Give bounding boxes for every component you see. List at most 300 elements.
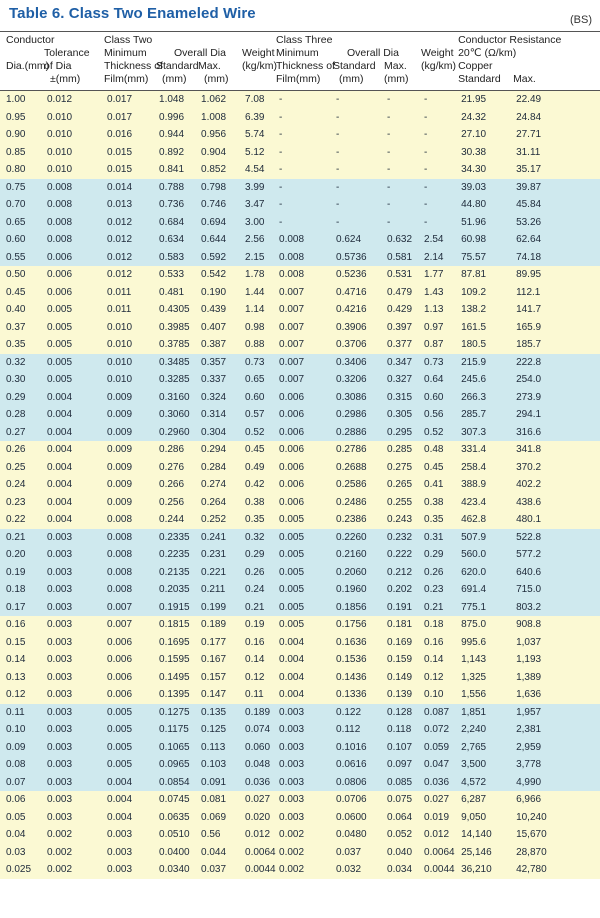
cell-dia: 1.00	[0, 91, 44, 109]
cell-overall-dia-max-3: 0.128	[384, 704, 421, 722]
header-weight: Weight	[242, 47, 275, 59]
cell-overall-dia-max: 0.439	[198, 301, 242, 319]
cell-overall-dia-max-3: 0.255	[384, 494, 421, 512]
cell-weight-3: 0.35	[421, 511, 458, 529]
cell-film-thickness: 0.007	[104, 599, 156, 617]
cell-overall-dia-standard-3: -	[333, 179, 384, 197]
cell-dia: 0.32	[0, 354, 44, 372]
header-mm-std: (mm)	[156, 73, 198, 91]
cell-film-thickness: 0.012	[104, 231, 156, 249]
cell-dia: 0.22	[0, 511, 44, 529]
cell-resistance-standard: 258.4	[458, 459, 513, 477]
cell-film-thickness-3: 0.005	[276, 564, 333, 582]
cell-dia: 0.50	[0, 266, 44, 284]
table-row	[0, 494, 600, 512]
cell-film-thickness-3: 0.005	[276, 616, 333, 634]
cell-dia: 0.04	[0, 826, 44, 844]
cell-resistance-max: 908.8	[513, 616, 600, 634]
cell-film-thickness: 0.017	[104, 91, 156, 109]
cell-overall-dia-standard-3: 0.1636	[333, 634, 384, 652]
cell-overall-dia-standard-3: 0.037	[333, 844, 384, 862]
cell-resistance-standard: 995.6	[458, 634, 513, 652]
cell-tolerance: 0.003	[44, 774, 104, 792]
cell-overall-dia-standard: 0.2135	[156, 564, 198, 582]
header-thickness-3: Thickness of	[276, 60, 335, 72]
cell-tolerance: 0.003	[44, 599, 104, 617]
cell-film-thickness: 0.008	[104, 581, 156, 599]
cell-weight: 5.12	[242, 144, 276, 162]
cell-film-thickness: 0.004	[104, 774, 156, 792]
cell-overall-dia-standard-3: 0.5736	[333, 249, 384, 267]
cell-weight: 0.65	[242, 371, 276, 389]
cell-weight-3: 0.26	[421, 564, 458, 582]
cell-dia: 0.08	[0, 756, 44, 774]
cell-tolerance: 0.004	[44, 494, 104, 512]
header-mm-max-3: (mm)	[384, 73, 421, 91]
header-overall-dia: Overall Dia	[174, 47, 226, 59]
cell-film-thickness: 0.005	[104, 739, 156, 757]
table-body	[0, 91, 600, 879]
cell-resistance-standard: 1,143	[458, 651, 513, 669]
cell-film-thickness: 0.011	[104, 301, 156, 319]
cell-film-thickness: 0.004	[104, 809, 156, 827]
table-row	[0, 144, 600, 162]
cell-resistance-standard: 3,500	[458, 756, 513, 774]
cell-film-thickness: 0.012	[104, 249, 156, 267]
cell-film-thickness: 0.005	[104, 704, 156, 722]
cell-overall-dia-standard: 0.1695	[156, 634, 198, 652]
cell-dia: 0.18	[0, 581, 44, 599]
cell-overall-dia-standard: 0.2235	[156, 546, 198, 564]
cell-overall-dia-max: 0.189	[198, 616, 242, 634]
cell-film-thickness-3: 0.005	[276, 581, 333, 599]
cell-overall-dia-max-3: 0.305	[384, 406, 421, 424]
table-row	[0, 336, 600, 354]
cell-weight-3: -	[421, 109, 458, 127]
cell-weight: 0.0044	[242, 861, 276, 879]
cell-weight-3: 0.29	[421, 546, 458, 564]
cell-weight-3: 0.48	[421, 441, 458, 459]
cell-film-thickness-3: 0.004	[276, 686, 333, 704]
cell-overall-dia-standard: 0.1065	[156, 739, 198, 757]
cell-overall-dia-max: 0.294	[198, 441, 242, 459]
header-tolerance: Tolerance	[44, 47, 90, 59]
cell-overall-dia-standard-3: 0.2586	[333, 476, 384, 494]
cell-overall-dia-max: 0.190	[198, 284, 242, 302]
cell-weight: 0.19	[242, 616, 276, 634]
cell-resistance-standard: 24.32	[458, 109, 513, 127]
cell-dia: 0.37	[0, 319, 44, 337]
cell-resistance-standard: 560.0	[458, 546, 513, 564]
cell-film-thickness: 0.014	[104, 179, 156, 197]
cell-overall-dia-standard: 0.1175	[156, 721, 198, 739]
cell-overall-dia-max: 0.304	[198, 424, 242, 442]
cell-dia: 0.90	[0, 126, 44, 144]
cell-overall-dia-max-3: 0.265	[384, 476, 421, 494]
cell-resistance-standard: 51.96	[458, 214, 513, 232]
cell-tolerance: 0.003	[44, 791, 104, 809]
cell-film-thickness-3: 0.006	[276, 389, 333, 407]
cell-dia: 0.03	[0, 844, 44, 862]
cell-overall-dia-max: 1.062	[198, 91, 242, 109]
cell-overall-dia-standard: 0.0854	[156, 774, 198, 792]
table-row	[0, 686, 600, 704]
cell-resistance-standard: 138.2	[458, 301, 513, 319]
cell-overall-dia-standard-3: -	[333, 126, 384, 144]
header-mm-max: (mm)	[198, 73, 242, 91]
cell-film-thickness: 0.006	[104, 669, 156, 687]
cell-resistance-standard: 36,210	[458, 861, 513, 879]
cell-overall-dia-max: 0.081	[198, 791, 242, 809]
cell-film-thickness: 0.008	[104, 511, 156, 529]
table-row	[0, 476, 600, 494]
cell-dia: 0.65	[0, 214, 44, 232]
cell-overall-dia-standard: 0.1915	[156, 599, 198, 617]
cell-resistance-max: 522.8	[513, 529, 600, 547]
table-row	[0, 581, 600, 599]
cell-tolerance: 0.005	[44, 371, 104, 389]
cell-overall-dia-standard-3: -	[333, 214, 384, 232]
cell-weight-3: -	[421, 144, 458, 162]
cell-overall-dia-max: 0.125	[198, 721, 242, 739]
table-row	[0, 791, 600, 809]
cell-overall-dia-max: 0.167	[198, 651, 242, 669]
header-film: Film(mm)	[104, 73, 156, 91]
cell-resistance-max: 24.84	[513, 109, 600, 127]
cell-weight-3: 0.027	[421, 791, 458, 809]
cell-overall-dia-standard: 0.533	[156, 266, 198, 284]
cell-resistance-max: 715.0	[513, 581, 600, 599]
cell-overall-dia-standard: 0.3160	[156, 389, 198, 407]
cell-overall-dia-max: 0.113	[198, 739, 242, 757]
cell-weight: 3.00	[242, 214, 276, 232]
cell-resistance-standard: 285.7	[458, 406, 513, 424]
cell-overall-dia-standard-3: 0.1756	[333, 616, 384, 634]
cell-resistance-max: 45.84	[513, 196, 600, 214]
cell-film-thickness: 0.006	[104, 634, 156, 652]
cell-film-thickness: 0.009	[104, 424, 156, 442]
cell-resistance-max: 222.8	[513, 354, 600, 372]
cell-dia: 0.60	[0, 231, 44, 249]
table-row	[0, 179, 600, 197]
cell-weight: 3.99	[242, 179, 276, 197]
cell-overall-dia-standard: 0.3285	[156, 371, 198, 389]
cell-tolerance: 0.002	[44, 826, 104, 844]
cell-weight-3: 0.059	[421, 739, 458, 757]
cell-film-thickness-3: 0.003	[276, 756, 333, 774]
cell-overall-dia-standard: 0.481	[156, 284, 198, 302]
cell-overall-dia-standard-3: 0.0600	[333, 809, 384, 827]
cell-overall-dia-max-3: -	[384, 109, 421, 127]
cell-film-thickness-3: 0.002	[276, 861, 333, 879]
cell-overall-dia-max: 0.337	[198, 371, 242, 389]
cell-overall-dia-max-3: 0.581	[384, 249, 421, 267]
cell-tolerance: 0.006	[44, 284, 104, 302]
cell-dia: 0.09	[0, 739, 44, 757]
cell-dia: 0.025	[0, 861, 44, 879]
cell-tolerance: 0.004	[44, 511, 104, 529]
cell-dia: 0.11	[0, 704, 44, 722]
cell-overall-dia-max-3: 0.159	[384, 651, 421, 669]
table-row	[0, 774, 600, 792]
page-title: Table 6. Class Two Enameled Wire	[9, 5, 256, 22]
cell-film-thickness-3: 0.008	[276, 249, 333, 267]
cell-resistance-max: 254.0	[513, 371, 600, 389]
cell-film-thickness-3: -	[276, 196, 333, 214]
cell-film-thickness: 0.010	[104, 319, 156, 337]
cell-weight: 0.52	[242, 424, 276, 442]
header-weight-3: Weight	[421, 47, 454, 59]
cell-overall-dia-standard: 0.788	[156, 179, 198, 197]
wire-spec-table	[0, 31, 600, 879]
cell-weight: 6.39	[242, 109, 276, 127]
cell-dia: 0.21	[0, 529, 44, 547]
cell-weight-3: -	[421, 126, 458, 144]
cell-weight: 5.74	[242, 126, 276, 144]
header-overall-dia-3: Overall Dia	[347, 47, 399, 59]
cell-dia: 0.25	[0, 459, 44, 477]
cell-weight-3: 0.10	[421, 686, 458, 704]
header-row-2	[0, 47, 600, 60]
cell-overall-dia-max-3: 0.531	[384, 266, 421, 284]
cell-dia: 0.28	[0, 406, 44, 424]
cell-resistance-max: 370.2	[513, 459, 600, 477]
cell-overall-dia-standard-3: 0.0616	[333, 756, 384, 774]
cell-dia: 0.95	[0, 109, 44, 127]
cell-resistance-standard: 388.9	[458, 476, 513, 494]
cell-dia: 0.27	[0, 424, 44, 442]
cell-resistance-max: 2,381	[513, 721, 600, 739]
cell-resistance-max: 1,193	[513, 651, 600, 669]
cell-weight: 0.60	[242, 389, 276, 407]
cell-weight-3: 0.64	[421, 371, 458, 389]
cell-overall-dia-max: 0.103	[198, 756, 242, 774]
cell-resistance-standard: 9,050	[458, 809, 513, 827]
cell-film-thickness-3: 0.002	[276, 826, 333, 844]
header-standard-3: Standard	[333, 60, 376, 72]
cell-film-thickness-3: -	[276, 91, 333, 109]
cell-film-thickness-3: -	[276, 179, 333, 197]
cell-resistance-standard: 60.98	[458, 231, 513, 249]
cell-overall-dia-max: 0.956	[198, 126, 242, 144]
cell-weight-3: 2.14	[421, 249, 458, 267]
cell-weight-3: 0.16	[421, 634, 458, 652]
cell-overall-dia-standard: 0.634	[156, 231, 198, 249]
cell-resistance-standard: 620.0	[458, 564, 513, 582]
cell-tolerance: 0.003	[44, 739, 104, 757]
cell-weight-3: 2.54	[421, 231, 458, 249]
cell-overall-dia-max: 0.135	[198, 704, 242, 722]
cell-overall-dia-max: 0.044	[198, 844, 242, 862]
cell-dia: 0.26	[0, 441, 44, 459]
cell-resistance-standard: 30.38	[458, 144, 513, 162]
cell-weight-3: 0.56	[421, 406, 458, 424]
header-resistance: Conductor Resistance	[458, 32, 600, 48]
cell-film-thickness: 0.003	[104, 844, 156, 862]
table-row	[0, 844, 600, 862]
cell-overall-dia-max: 0.644	[198, 231, 242, 249]
cell-film-thickness-3: 0.007	[276, 371, 333, 389]
cell-weight: 0.21	[242, 599, 276, 617]
cell-weight-3: 0.047	[421, 756, 458, 774]
cell-overall-dia-max: 0.324	[198, 389, 242, 407]
cell-overall-dia-max: 0.407	[198, 319, 242, 337]
cell-weight: 0.24	[242, 581, 276, 599]
cell-weight-3: 0.0044	[421, 861, 458, 879]
cell-weight-3: 0.036	[421, 774, 458, 792]
cell-weight-3: 0.087	[421, 704, 458, 722]
cell-overall-dia-standard-3: 0.2060	[333, 564, 384, 582]
cell-tolerance: 0.010	[44, 109, 104, 127]
cell-overall-dia-standard-3: -	[333, 109, 384, 127]
header-standard: Standard	[156, 60, 199, 72]
cell-overall-dia-max-3: 0.315	[384, 389, 421, 407]
cell-weight: 0.98	[242, 319, 276, 337]
cell-tolerance: 0.004	[44, 476, 104, 494]
cell-weight: 0.036	[242, 774, 276, 792]
cell-overall-dia-standard: 0.3785	[156, 336, 198, 354]
cell-overall-dia-max: 0.252	[198, 511, 242, 529]
cell-weight-3: 0.12	[421, 669, 458, 687]
cell-film-thickness: 0.003	[104, 826, 156, 844]
cell-overall-dia-standard-3: 0.3706	[333, 336, 384, 354]
cell-film-thickness: 0.009	[104, 441, 156, 459]
cell-dia: 0.15	[0, 634, 44, 652]
cell-resistance-standard: 215.9	[458, 354, 513, 372]
cell-overall-dia-standard: 0.276	[156, 459, 198, 477]
cell-overall-dia-max: 0.904	[198, 144, 242, 162]
cell-overall-dia-standard-3: 0.1436	[333, 669, 384, 687]
cell-overall-dia-max: 0.387	[198, 336, 242, 354]
table-row	[0, 424, 600, 442]
table-row	[0, 739, 600, 757]
cell-overall-dia-standard: 0.1495	[156, 669, 198, 687]
table-row	[0, 826, 600, 844]
cell-film-thickness-3: 0.004	[276, 651, 333, 669]
cell-overall-dia-standard-3: 0.5236	[333, 266, 384, 284]
cell-film-thickness-3: 0.007	[276, 319, 333, 337]
cell-film-thickness: 0.016	[104, 126, 156, 144]
cell-tolerance: 0.003	[44, 756, 104, 774]
cell-tolerance: 0.003	[44, 634, 104, 652]
cell-overall-dia-standard: 0.256	[156, 494, 198, 512]
cell-weight: 0.16	[242, 634, 276, 652]
cell-tolerance: 0.010	[44, 144, 104, 162]
cell-resistance-max: 438.6	[513, 494, 600, 512]
cell-overall-dia-standard-3: -	[333, 144, 384, 162]
cell-overall-dia-max-3: 0.632	[384, 231, 421, 249]
cell-overall-dia-max: 0.231	[198, 546, 242, 564]
cell-weight-3: 1.43	[421, 284, 458, 302]
header-dia: Dia.(mm)	[6, 60, 50, 72]
cell-dia: 0.70	[0, 196, 44, 214]
cell-overall-dia-max-3: -	[384, 179, 421, 197]
cell-film-thickness-3: 0.007	[276, 354, 333, 372]
cell-tolerance: 0.005	[44, 354, 104, 372]
cell-overall-dia-standard: 0.286	[156, 441, 198, 459]
cell-weight-3: 0.41	[421, 476, 458, 494]
table-row	[0, 91, 600, 109]
cell-film-thickness-3: -	[276, 109, 333, 127]
cell-weight-3: 0.019	[421, 809, 458, 827]
cell-overall-dia-standard: 0.244	[156, 511, 198, 529]
cell-overall-dia-max-3: 0.479	[384, 284, 421, 302]
cell-overall-dia-standard: 0.2960	[156, 424, 198, 442]
cell-overall-dia-standard: 0.266	[156, 476, 198, 494]
cell-overall-dia-max: 0.56	[198, 826, 242, 844]
header-row-1	[0, 32, 600, 48]
cell-weight: 2.56	[242, 231, 276, 249]
cell-tolerance: 0.012	[44, 91, 104, 109]
cell-film-thickness-3: -	[276, 214, 333, 232]
cell-overall-dia-standard-3: 0.2486	[333, 494, 384, 512]
cell-weight: 4.54	[242, 161, 276, 179]
cell-tolerance: 0.003	[44, 529, 104, 547]
cell-weight-3: 1.13	[421, 301, 458, 319]
cell-film-thickness: 0.008	[104, 546, 156, 564]
cell-film-thickness: 0.009	[104, 389, 156, 407]
cell-overall-dia-max-3: 0.275	[384, 459, 421, 477]
table-row	[0, 651, 600, 669]
cell-overall-dia-standard-3: -	[333, 196, 384, 214]
cell-weight: 3.47	[242, 196, 276, 214]
cell-tolerance: 0.006	[44, 249, 104, 267]
cell-overall-dia-max-3: 0.232	[384, 529, 421, 547]
cell-resistance-standard: 875.0	[458, 616, 513, 634]
table-row	[0, 354, 600, 372]
cell-weight: 1.44	[242, 284, 276, 302]
header-thickness: Thickness of	[104, 60, 163, 72]
cell-resistance-standard: 27.10	[458, 126, 513, 144]
cell-overall-dia-standard: 0.0340	[156, 861, 198, 879]
cell-resistance-max: 89.95	[513, 266, 600, 284]
cell-overall-dia-standard: 0.0510	[156, 826, 198, 844]
cell-resistance-max: 53.26	[513, 214, 600, 232]
cell-film-thickness: 0.017	[104, 109, 156, 127]
cell-overall-dia-max: 0.542	[198, 266, 242, 284]
cell-resistance-max: 35.17	[513, 161, 600, 179]
cell-film-thickness-3: 0.003	[276, 809, 333, 827]
table-row	[0, 126, 600, 144]
cell-weight-3: -	[421, 214, 458, 232]
cell-overall-dia-standard-3: 0.122	[333, 704, 384, 722]
cell-weight-3: 0.52	[421, 424, 458, 442]
cell-overall-dia-max: 0.852	[198, 161, 242, 179]
cell-resistance-standard: 775.1	[458, 599, 513, 617]
cell-dia: 0.16	[0, 616, 44, 634]
cell-film-thickness-3: 0.007	[276, 336, 333, 354]
cell-overall-dia-standard-3: 0.0706	[333, 791, 384, 809]
cell-resistance-max: 273.9	[513, 389, 600, 407]
cell-resistance-max: 74.18	[513, 249, 600, 267]
cell-overall-dia-max-3: 0.327	[384, 371, 421, 389]
header-pm-mm: ±(mm)	[44, 73, 104, 91]
cell-overall-dia-standard-3: 0.2786	[333, 441, 384, 459]
table-row	[0, 214, 600, 232]
cell-weight: 0.57	[242, 406, 276, 424]
cell-resistance-max: 640.6	[513, 564, 600, 582]
cell-film-thickness: 0.010	[104, 354, 156, 372]
cell-tolerance: 0.005	[44, 301, 104, 319]
cell-overall-dia-standard: 0.3485	[156, 354, 198, 372]
cell-overall-dia-max-3: 0.107	[384, 739, 421, 757]
cell-weight-3: 0.012	[421, 826, 458, 844]
cell-overall-dia-max: 0.241	[198, 529, 242, 547]
cell-resistance-standard: 87.81	[458, 266, 513, 284]
cell-weight: 0.29	[242, 546, 276, 564]
cell-overall-dia-standard: 0.1595	[156, 651, 198, 669]
cell-overall-dia-max: 1.008	[198, 109, 242, 127]
